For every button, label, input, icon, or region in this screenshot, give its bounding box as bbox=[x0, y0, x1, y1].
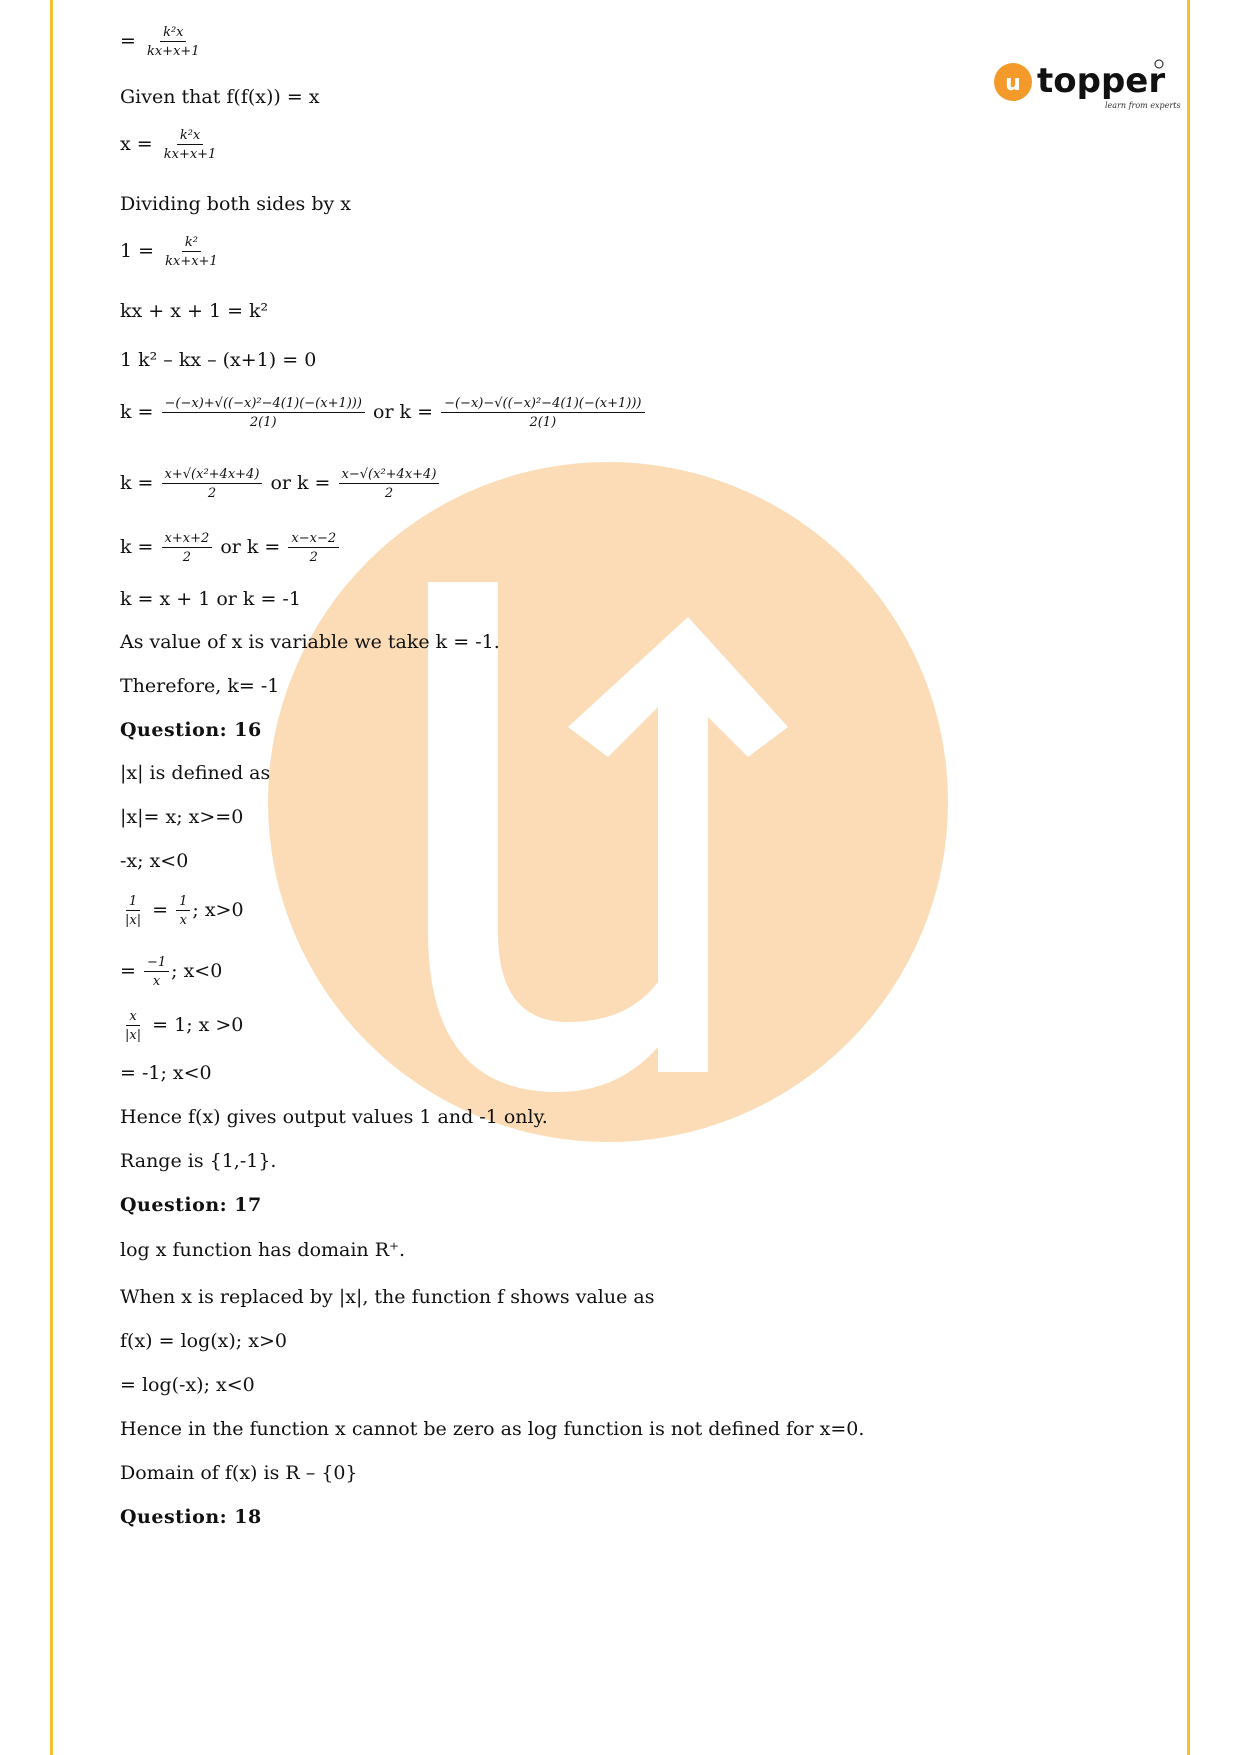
fraction bbox=[161, 129, 220, 161]
numerator: x bbox=[126, 1010, 139, 1026]
text-line: Hence f(x) gives output values 1 and -1 only. bbox=[120, 1106, 548, 1128]
numerator: x+√(x²+4x+4) bbox=[162, 468, 263, 484]
question-heading-18: Question: 18 bbox=[120, 1506, 262, 1528]
denominator: 2(1) bbox=[249, 415, 277, 430]
text-line: |x| is defined as bbox=[120, 762, 271, 784]
lhs: k = bbox=[120, 401, 154, 423]
or-text: or k = bbox=[270, 472, 331, 494]
fraction bbox=[339, 468, 440, 500]
denominator: 2 bbox=[309, 550, 318, 565]
fraction bbox=[122, 1010, 144, 1042]
numerator: −(−x)−√((−x)²−4(1)(−(x+1))) bbox=[441, 397, 644, 413]
numerator: 1 bbox=[126, 895, 140, 911]
fraction bbox=[441, 397, 644, 429]
text-line: Hence in the function x cannot be zero as log function is not defined for x=0. bbox=[120, 1418, 865, 1440]
denominator: 2 bbox=[207, 486, 217, 501]
denominator: |x| bbox=[125, 913, 142, 928]
fraction bbox=[162, 236, 221, 268]
numerator: −1 bbox=[144, 956, 169, 972]
eq-line-5 bbox=[120, 236, 223, 268]
condition: ; x>0 bbox=[192, 899, 244, 921]
fraction bbox=[162, 397, 365, 429]
eq-line: = log(-x); x<0 bbox=[120, 1374, 255, 1396]
eq-sign: = bbox=[120, 30, 136, 52]
denominator: kx+x+1 bbox=[146, 44, 200, 59]
denominator: 2 bbox=[182, 550, 192, 565]
text-line: log x function has domain R⁺. bbox=[120, 1239, 406, 1261]
fraction bbox=[122, 895, 144, 927]
numerator: k²x bbox=[177, 129, 203, 145]
watermark-logo bbox=[268, 462, 948, 1142]
eq-line-9 bbox=[120, 468, 441, 500]
page-border-left bbox=[50, 0, 53, 1755]
svg-text:topper: topper bbox=[1037, 61, 1166, 101]
numerator: k² bbox=[182, 236, 201, 252]
eq-line: |x|= x; x>=0 bbox=[120, 806, 244, 828]
denominator: kx+x+1 bbox=[165, 254, 218, 269]
eq-line-11: k = x + 1 or k = -1 bbox=[120, 588, 301, 610]
denominator: 2 bbox=[384, 486, 394, 501]
eq-line-7: 1 k² – kx – (x+1) = 0 bbox=[120, 349, 317, 371]
eq-line-3 bbox=[120, 129, 221, 161]
eq-sign: = bbox=[152, 899, 169, 921]
text-line: Dividing both sides by x bbox=[120, 193, 351, 215]
page-border-right bbox=[1187, 0, 1190, 1755]
lhs: 1 = bbox=[120, 240, 155, 262]
eq-line: f(x) = log(x); x>0 bbox=[120, 1330, 287, 1352]
fraction bbox=[176, 895, 190, 927]
numerator: k²x bbox=[160, 26, 186, 42]
numerator: x−x−2 bbox=[288, 532, 339, 548]
lhs: x = bbox=[120, 133, 153, 155]
eq-line-19 bbox=[120, 1010, 243, 1042]
denominator: kx+x+1 bbox=[163, 147, 217, 162]
text-line: Range is {1,-1}. bbox=[120, 1150, 277, 1172]
fraction bbox=[144, 956, 169, 988]
or-text: or k = bbox=[220, 536, 281, 558]
denominator: 2(1) bbox=[529, 415, 557, 430]
eq-line-18 bbox=[120, 956, 222, 988]
text-line: Given that f(f(x)) = x bbox=[120, 86, 320, 108]
lhs: k = bbox=[120, 472, 154, 494]
numerator: −(−x)+√((−x)²−4(1)(−(x+1))) bbox=[162, 397, 365, 413]
eq-sign: = bbox=[120, 960, 136, 982]
text-line: Domain of f(x) is R – {0} bbox=[120, 1462, 358, 1484]
text-line: As value of x is variable we take k = -1. bbox=[120, 631, 500, 653]
denominator: x bbox=[152, 974, 161, 989]
numerator: 1 bbox=[176, 895, 190, 911]
eq-line-10 bbox=[120, 532, 341, 564]
condition: ; x<0 bbox=[171, 960, 223, 982]
fraction bbox=[162, 468, 263, 500]
question-heading-17: Question: 17 bbox=[120, 1194, 262, 1216]
svg-text:learn from experts: learn from experts bbox=[1105, 101, 1181, 110]
numerator: x+x+2 bbox=[162, 532, 213, 548]
eq-line-8 bbox=[120, 397, 647, 429]
eq-line-1 bbox=[120, 26, 205, 58]
fraction bbox=[288, 532, 339, 564]
eq-line-17 bbox=[120, 895, 244, 927]
numerator: x−√(x²+4x+4) bbox=[339, 468, 440, 484]
topper-logo bbox=[993, 58, 1181, 112]
svg-text:u: u bbox=[1005, 71, 1021, 96]
text-line: Therefore, k= -1 bbox=[120, 675, 280, 697]
text-line: When x is replaced by |x|, the function f shows value as bbox=[120, 1286, 655, 1308]
eq-line: -x; x<0 bbox=[120, 850, 189, 872]
denominator: |x| bbox=[125, 1028, 142, 1043]
lhs: k = bbox=[120, 536, 154, 558]
condition: = 1; x >0 bbox=[152, 1014, 244, 1036]
fraction bbox=[144, 26, 203, 58]
or-text: or k = bbox=[373, 401, 434, 423]
question-heading-16: Question: 16 bbox=[120, 719, 262, 741]
fraction bbox=[162, 532, 213, 564]
eq-line-6: kx + x + 1 = k² bbox=[120, 300, 269, 322]
eq-line: = -1; x<0 bbox=[120, 1062, 212, 1084]
denominator: x bbox=[179, 913, 187, 928]
